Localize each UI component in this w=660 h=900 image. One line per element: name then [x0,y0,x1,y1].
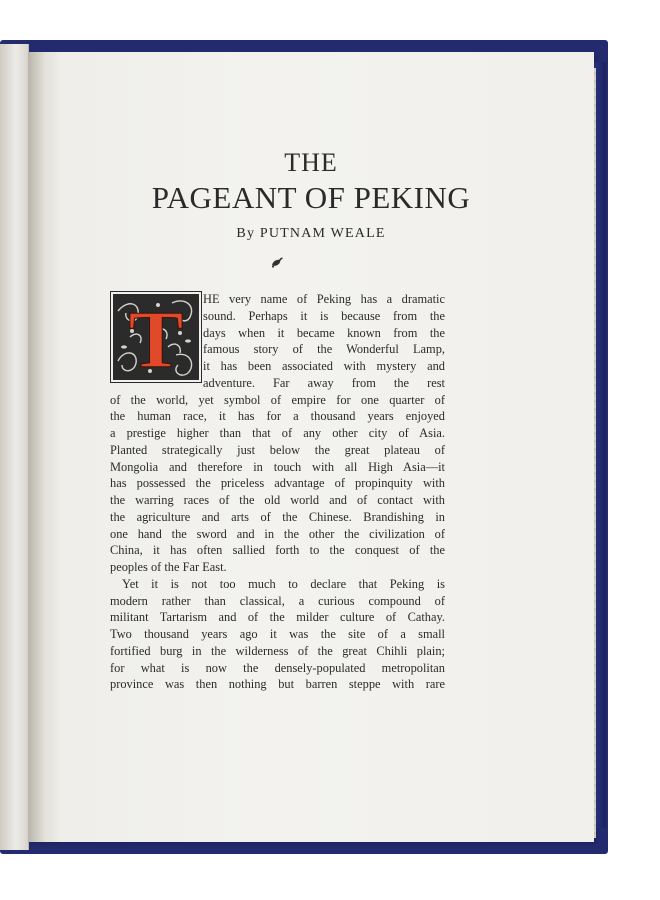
text-line: of the world, yet symbol of empire for one quarter of [110,392,445,407]
text-line: province was then nothing but barren steppe with rare [110,677,445,692]
text-line: the agriculture and arts of the Chinese. Brandishing in [110,509,445,524]
text-line: Yet it is not too much to declare that Peking is [122,576,445,591]
byline: By PUTNAM WEALE [236,226,386,241]
body-text [110,291,445,693]
text-line: it has been associated with mystery and [203,359,445,373]
text-line: HE very name of Peking has a dramatic [203,292,445,306]
text-line: Mongolia and therefore in touch with all High Asia—it [110,459,445,474]
text-line: militant Tartarism and of the milder culture of Cathay. [110,610,445,625]
text-line: for what is now the densely-populated metropolitan [110,660,445,675]
text-line: days when it became known from the [203,325,445,340]
text-line: a prestige higher than that of any other city of Asia. [110,426,445,440]
text-line: Planted strategically just below the great plateau of [110,442,445,457]
paragraph-1 [110,291,445,576]
text-line: has possessed the priceless advantage of propinquity with [110,476,445,491]
text-line: the warring races of the old world and of contact with [110,493,445,507]
text-line: peoples of the Far East. [110,560,227,574]
text-line: one hand the sword and in the other the civilization of [110,526,445,541]
text-line: China, it has often sallied forth to the conquest of the [110,543,445,558]
paragraph-2 [110,576,445,693]
book-title: PAGEANT OF PEKING [151,180,471,215]
text-line: sound. Perhaps it is because from the [203,308,445,323]
title-line-1: THE [284,148,338,177]
dropcap-letter: T [128,294,184,383]
text-line: Two thousand years ago it was the site of a small [110,627,445,641]
text-line: adventure. Far away from the rest [203,375,445,390]
text-line: the human race, it has for a thousand years enjoyed [110,409,445,424]
fleuron-icon [270,256,284,268]
text-line: fortified burg in the wilderness of the great Chihli plain; [110,643,445,658]
text-line: modern rather than classical, a curious compound of [110,593,445,608]
left-page [0,44,29,850]
text-line: famous story of the Wonderful Lamp, [203,342,445,357]
